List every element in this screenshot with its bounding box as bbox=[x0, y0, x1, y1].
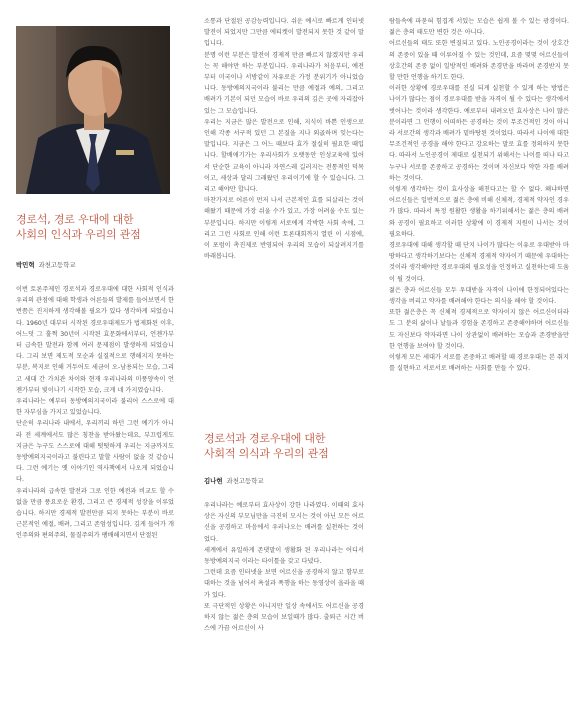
right-paragraph: 이렇게 모든 세대가 서로를 존중하고 배려할 때 경로우대는 본 취지를 실현하고 서로서로 배려하는 사회를 만들 수 있다. bbox=[389, 354, 569, 373]
right-paragraph: 이렇게 생각하는 것이 효사상을 해친다고는 할 수 없다. 왜냐하면 어르신들은 일반적으로 젊은 층에 비해 신체적, 경제적 약자인 경우가 많다. 따라서 특정 원활한 생활을 하기위해서는 젊은 층의 배려와 공경이 필요하고 이러한 상황에 이 경제적 지원이 나서는 것이 필요하다. bbox=[389, 186, 569, 238]
middle-title-line2: 사회적 의식과 우리의 관점 bbox=[204, 447, 329, 460]
left-paragraph: 우리나라는 예부터 동방예의지국이라 불리어 스스로에 대한 자부심을 가지고 있었습니다. bbox=[16, 398, 174, 417]
right-paragraph: 람들속에 파묻혀 힘겹게 서있는 모습은 쉽게 볼 수 있는 광경이다. 젊은 층의 태도만 변한 것은 아니다. bbox=[389, 18, 569, 37]
left-title-line2: 사회의 인식과 우리의 관점 bbox=[16, 228, 141, 241]
right-paragraph: 어르신들의 태도 또한 변질되고 있다. 노인공경이라는 것이 상호간의 존중이 있을 때 이루어질 수 있는 것인데, 요즘 몇몇 어르신들이 상호간의 존중 없이 일방적인 배려와 존경만을 바라며 존경받지 못할 만한 언행을 하기도 한다. bbox=[389, 40, 569, 82]
right-paragraph: 이러한 상황에 경로우대를 진실 되게 실천할 수 있게 하는 방법은 나이가 많다는 점이 경로우대를 받을 자격이 될 수 있다는 생각에서 벗어나는 것이라 생각한다. 예로부터 내려오던 효사상은 나이 많은 분이라면 그 언행이 어떠하든 공경하는 것이 무조건적인 것이 아니라 서로간의 생각과 배려가 밑바탕된 것이었다. 따라서 나이에 대한 무조건적인 공경을 해야 한다고 강요하는 말로 효를 정의하지 못한다. 따라서 노인공경이 제대로 실천되기 위해서는 나이를 떠나 타고 누구나 서로를 존중하고 공경하는 것이며 자신보다 약한 자를 배려하는 것이다. bbox=[389, 85, 569, 182]
left-article-title bbox=[16, 212, 176, 242]
middle-column-body-bottom bbox=[204, 500, 364, 634]
left-title-line1: 경로석, 경로 우대에 대한 bbox=[16, 213, 134, 226]
middle-paragraph: 분명 이런 부분은 발전이 경제적 만큼 빠르지 않겠지만 우리는 꼭 해야만 하는 부분입니다. 우리나라가 처음부터, 예전부터 미국이나 서방같이 자유로운 가정 분위기가 아니었습니다. 동방예의지국이라 불리는 만큼 예절과 예의, 그리고 배려가 기본이 되던 모습이 바로 우리의 깊은 곳에 자리잡아 있는 그 모습입니다. bbox=[204, 51, 364, 115]
right-paragraph: 경로우대에 대해 생각할 때 단지 나이가 많다는 이유로 우대받아 마땅하다고 생각하기보다는 신체적 경제적 약자이기 때문에 우대하는 것이라 생각해야만 경로우대의 필요성을 인정하고 실천하는데 도움이 될 것이다. bbox=[389, 242, 569, 283]
student-portrait-image bbox=[16, 26, 170, 194]
left-paragraph: 단순히 우리나라 내에서, 우리끼리 하던 그런 예기가 아니라 전 세계에서도 많은 칭찬을 받아왔는데요, 부끄럽게도 지금은 누구도 스스로에 대해 떳떳하게 우리는 지금까지도 동방예의지국이라고 불린다고 말할 사람이 없을 것 같습니다. 그런 예기는 옛 이야기인 역사책에서 나오게 되었습니다. bbox=[16, 420, 174, 484]
middle-title-line1: 경로석과 경로우대에 대한 bbox=[204, 432, 326, 445]
left-paragraph: 우리나라의 급속한 발전과 그로 인한 예전과 비교도 할 수 없을 만큼 풍요로운 환경, 그리고 큰 경제적 성장을 이루었습니다. 하지만 경제적 발전만큼 되지 못하는 부분이 바로 근본적인 예절, 배려, 그리고 존엄성입니다. 깊게 들어가 개인주의와 편의주의, 물질주의가 팽배해지면서 단절된 bbox=[16, 487, 174, 540]
middle-paragraph: 또 극단적인 상황은 아니지만 일상 속에서도 어르신을 공경하지 않는 젊은 층의 모습이 보일때가 많다. 출퇴근 시간 버스에 가끔 어르신이 사 bbox=[204, 602, 364, 633]
left-author-school: 과천고등학교 bbox=[38, 261, 76, 269]
middle-author-school: 과천고등학교 bbox=[226, 477, 264, 485]
middle-column-body-top bbox=[204, 16, 364, 262]
left-paragraph: 이번 토론주제인 경로석과 경로우대에 대한 사회적 인식과 우리의 관점에 대해 학생과 어른들의 발제를 들어보면서 한 번쯤은 진지하게 생각해볼 필요가 있다 생각하게 되었습니다. 1960년 대부터 시작된 경로우대제도가 법제화된 이후, 어느덧 그 훌쩍 30년이 시작된 효문화에서부터, 언젠가부터 급속한 발전과 함께 여러 문제점이 발생하게 되었습니다. 그리 보면 제도적 모순과 실질적으로 행해지지 못하는 부분, 복지로 인해 거두어도 세금이 오-남용되는 모습, 그리고 세대 간 가치관 차이와 현재 우리나라의 미풍양속이 언젠가부터 빛이나기 시작한 모습, 크게 네 가지였습니다. bbox=[16, 286, 174, 394]
left-author-byline bbox=[16, 260, 76, 269]
middle-article-title bbox=[204, 431, 374, 461]
middle-paragraph: 소통과 단절된 공감능력입니다. 쉬운 예시로 빠르게 인터넷 발전이 되었지만 그만큼 에티켓이 발전되지 못한 것 같이 말입니다. bbox=[204, 18, 364, 48]
middle-author-byline bbox=[204, 476, 264, 485]
middle-author-name: 김나현 bbox=[204, 477, 223, 485]
middle-paragraph: 그런데 요즘 인터넷을 보면 어르신을 공경하지 않고 함부로 대하는 것을 넘어서 욕설과 폭행을 하는 동영상이 올라올 때가 있다. bbox=[204, 569, 364, 599]
right-column-body bbox=[389, 16, 569, 375]
middle-paragraph: 우리는 지금은 많은 발전으로 인해, 지식이 바쁜 인생으로 인해 각종 서구적 있던 그 본질을 지나 외곬하며 잊는다는 말입니다. 지금은 그 어느 때보다 효가 절실히 필요한 때입니다. 할배애기가는 우리사회가 오랫동안 인성교육에 있어서 단순한 교육이 아니라 자연스레 길러지는 전통적인 덕목이고, 세상과 달리 그래왔던 우리이기에 할 수 있습니다. 그리고 해야만 합니다. bbox=[204, 118, 364, 194]
student-photo bbox=[16, 26, 170, 194]
middle-paragraph: 마찬가지로 어른이 먼저 나서 근본적인 효를 되살리는 것이 해왔기 때문에 가장 쉬울 수가 있고, 가장 어려울 수도 있는 부분입니다. 하지만 이렇게 서로에게 각박한 사회 속에, 그리고 그런 사회로 인해 이런 토론대회까지 열린 이 시점에, 이 포럼이 촉진제로 반영되어 우리의 모습이 되살려지기를 바래봅니다. bbox=[204, 197, 364, 261]
right-paragraph: 또한 젊은층은 꼭 신체적 경제적으로 약자이지 않은 어르신이더라도 그 분의 삶이나 날들과 경험을 존경하고 존중해야하며 어르신들도 자신보다 약자라면 나이 상관없이 배려하는 모습과 존경받을만한 언행을 보여야 할 것이다. bbox=[389, 309, 569, 350]
right-paragraph: 젊은 층과 어르신들 모두 우대받을 자격이 나이에 한정되어있다는 생각을 버리고 약자를 배려해야 한다는 의식을 해야 할 것이다. bbox=[389, 286, 569, 306]
left-author-name: 박민혁 bbox=[16, 261, 35, 269]
middle-paragraph: 세계에서 유일하게 존댓말이 생활화 된 우리나라는 어디서 동방예의지국 이라는 타이틀을 갖고 다녔다. bbox=[204, 546, 364, 566]
middle-paragraph: 우리나라는 예로부터 효사상이 강한 나라였다. 이때의 효사상은 자신의 부모님만을 극진히 모시는 것이 아닌 모든 어르신을 공경하고 마음에서 우러나오는 배려를 실천하는 것이었다. bbox=[204, 502, 364, 543]
left-column-body bbox=[16, 284, 174, 542]
